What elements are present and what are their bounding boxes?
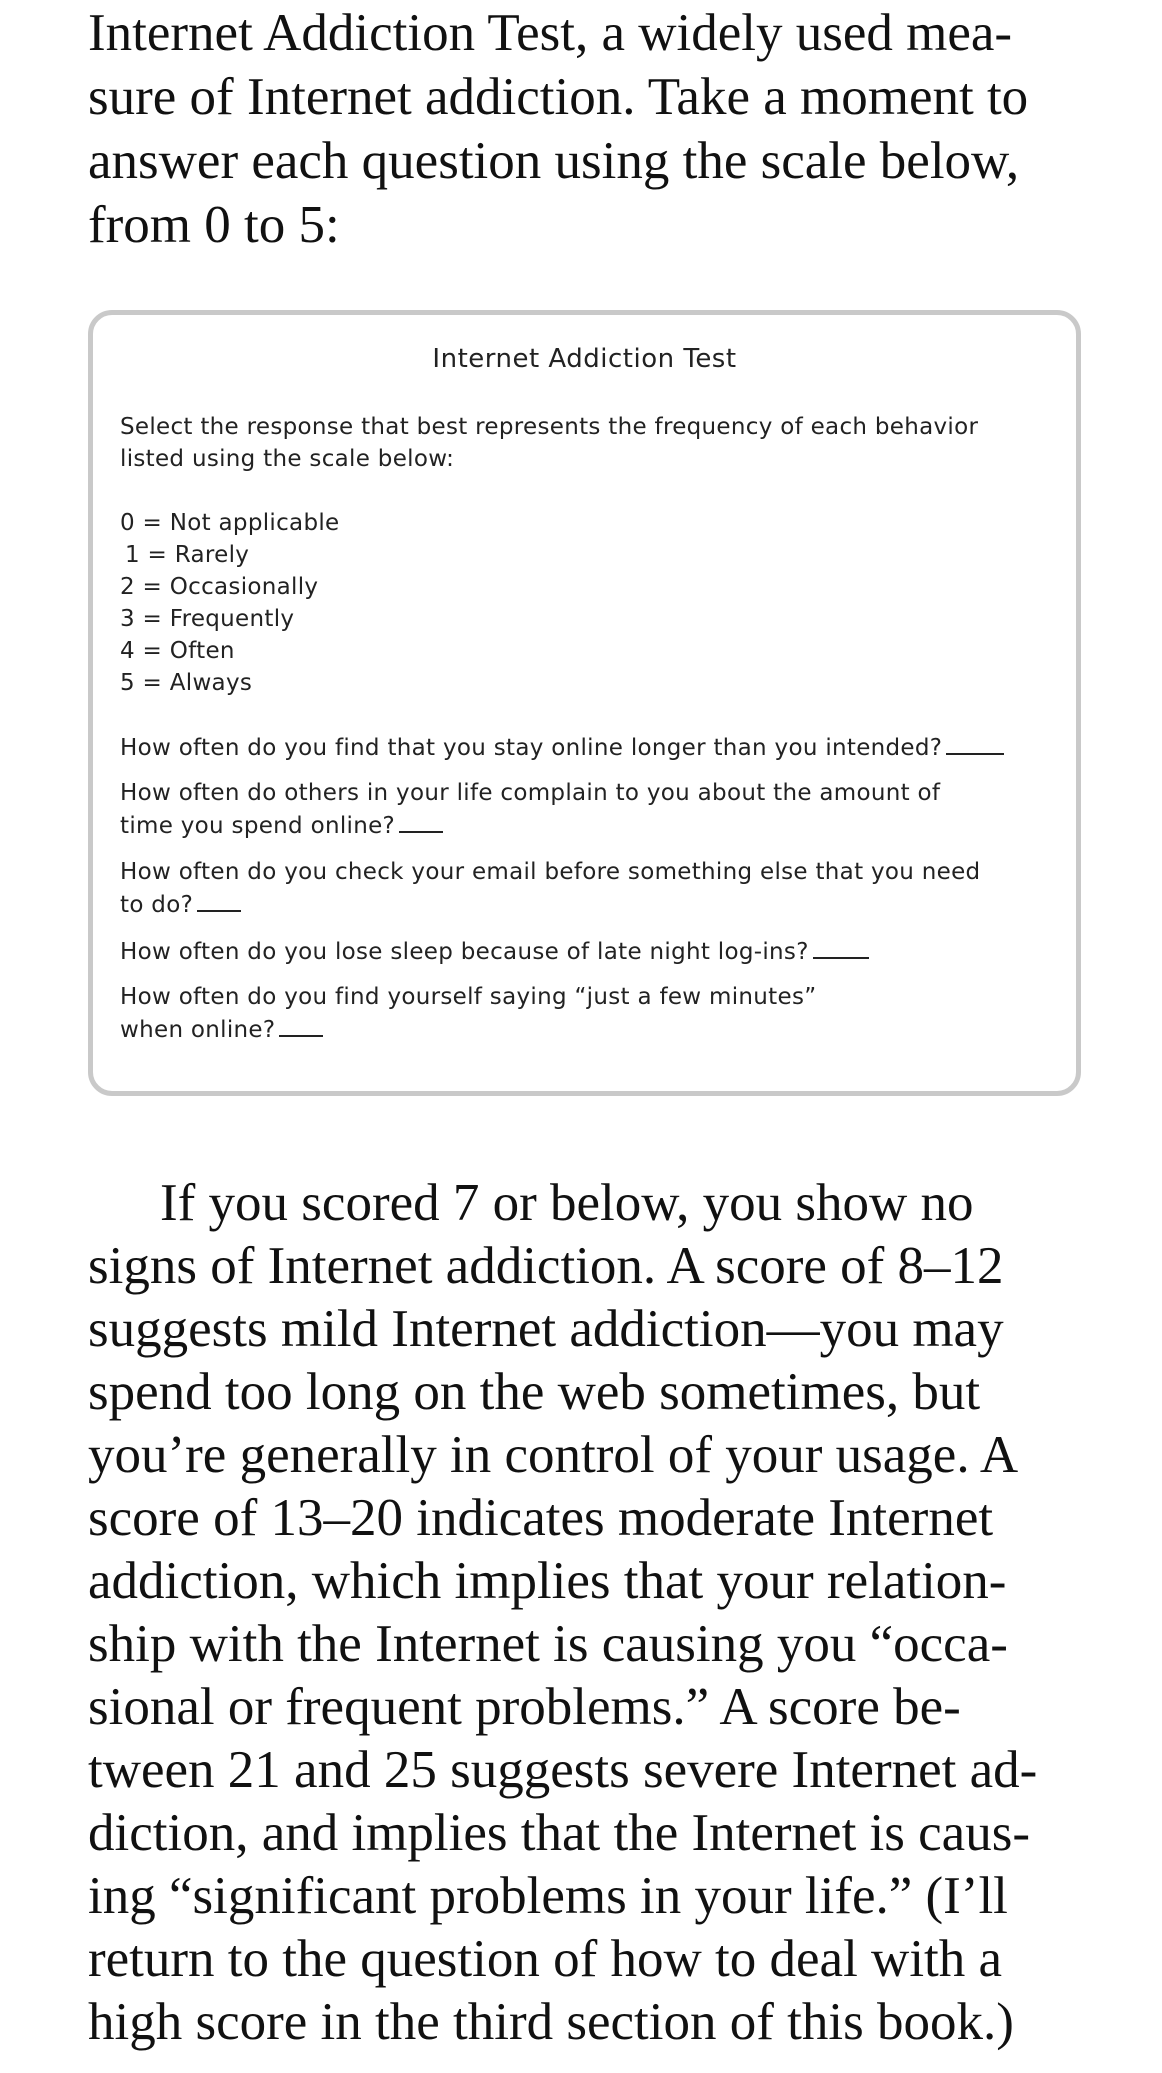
scale-item: 2 = Occasionally — [120, 574, 319, 600]
question-line: How often do others in your life complain to you about the amount of — [120, 780, 941, 806]
result-text-line: score of 13–20 indicates moderate Internet — [88, 1489, 994, 1547]
scale-item: 5 = Always — [120, 670, 253, 696]
question-text: time you spend online? — [120, 813, 396, 839]
result-text-line: you’re generally in control of your usage. A — [88, 1426, 1019, 1484]
instructions-line: listed using the scale below: — [120, 446, 455, 472]
instructions-line: Select the response that best represents the frequency of each behavior — [120, 414, 979, 440]
result-text-line: signs of Internet addiction. A score of 8–12 — [88, 1237, 1004, 1295]
answer-blank[interactable] — [197, 888, 241, 912]
answer-blank[interactable] — [946, 731, 1004, 755]
question-line — [120, 731, 1004, 764]
question-text: to do? — [120, 892, 194, 918]
answer-blank[interactable] — [279, 1013, 323, 1037]
question-text: How often do you find that you stay online longer than you intended? — [120, 735, 943, 761]
result-text-line: spend too long on the web sometimes, but — [88, 1363, 981, 1421]
answer-blank[interactable] — [399, 809, 443, 833]
result-text-line: suggests mild Internet addiction—you may — [88, 1300, 1004, 1358]
result-text-line: sional or frequent problems.” A score be- — [88, 1678, 961, 1736]
intro-text-line: from 0 to 5: — [88, 196, 340, 254]
result-text-line: tween 21 and 25 suggests severe Internet ad- — [88, 1741, 1038, 1799]
scale-item: 3 = Frequently — [120, 606, 295, 632]
question-line — [120, 809, 443, 842]
intro-text-line: Internet Addiction Test, a widely used mea- — [88, 4, 1013, 62]
result-text-line: ship with the Internet is causing you “occa- — [88, 1615, 1008, 1673]
question-line — [120, 935, 869, 968]
internet-addiction-test-box — [88, 310, 1081, 1096]
result-text-line: diction, and implies that the Internet is caus- — [88, 1804, 1030, 1862]
scale-item: 0 = Not applicable — [120, 510, 340, 536]
question-text: when online? — [120, 1017, 276, 1043]
question-text: How often do you lose sleep because of late night log-ins? — [120, 939, 809, 965]
answer-blank[interactable] — [813, 935, 869, 959]
result-text-line: return to the question of how to deal with a — [88, 1930, 1003, 1988]
question-line — [120, 1013, 323, 1046]
test-box-title: Internet Addiction Test — [432, 344, 737, 374]
scale-item: 1 = Rarely — [125, 542, 250, 568]
intro-text-line: sure of Internet addiction. Take a moment to — [88, 68, 1029, 126]
scale-item: 4 = Often — [120, 638, 235, 664]
question-line — [120, 888, 241, 921]
result-text-line: ing “significant problems in your life.” (I’ll — [88, 1867, 1008, 1925]
question-line: How often do you find yourself saying “just a few minutes” — [120, 984, 817, 1010]
result-text-line: If you scored 7 or below, you show no — [160, 1174, 974, 1232]
question-line: How often do you check your email before something else that you need — [120, 859, 981, 885]
result-text-line: high score in the third section of this book.) — [88, 1993, 1014, 2051]
result-text-line: addiction, which implies that your relation- — [88, 1552, 1007, 1610]
intro-text-line: answer each question using the scale below, — [88, 132, 1020, 190]
